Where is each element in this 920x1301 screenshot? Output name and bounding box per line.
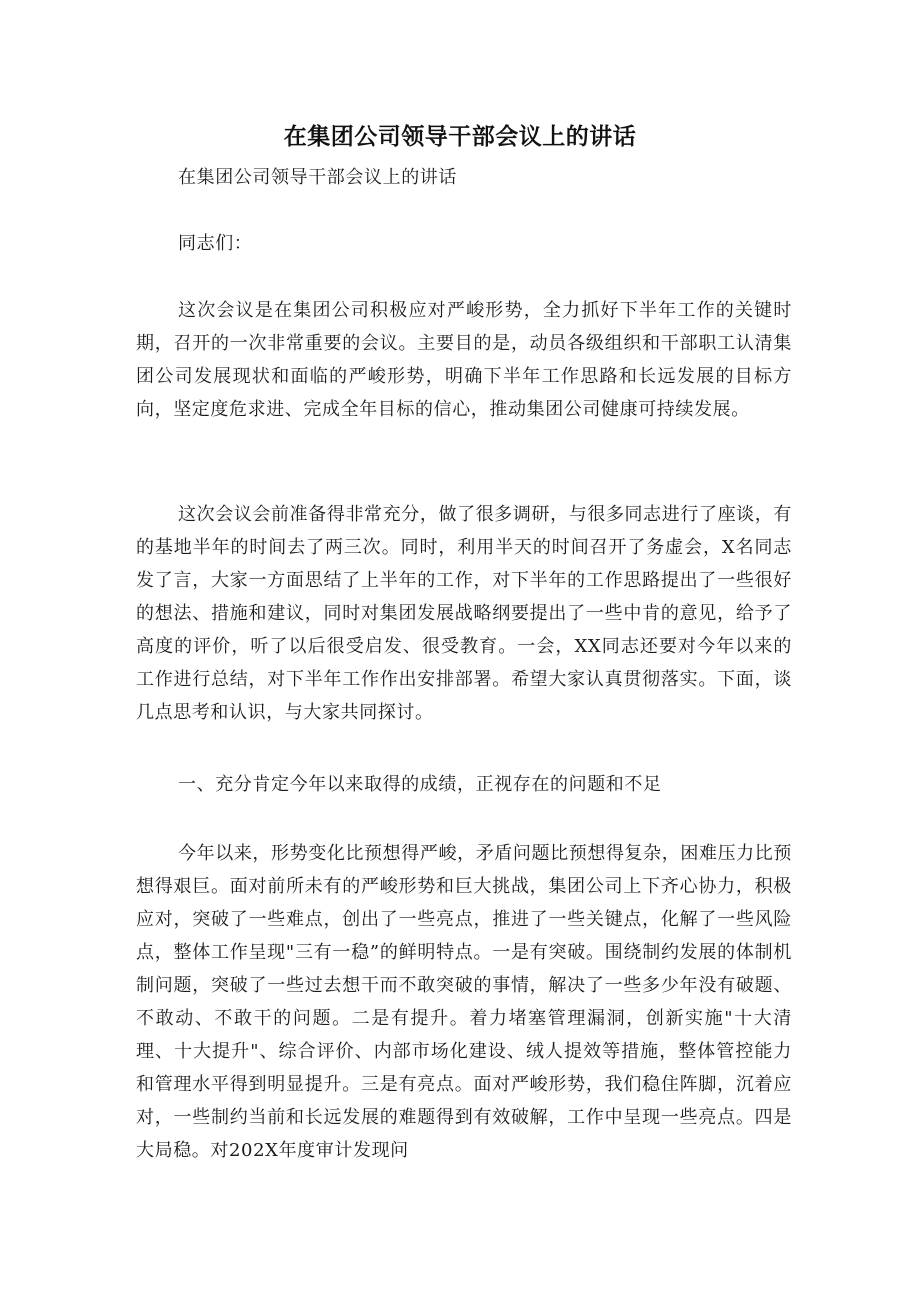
paragraph-1: 这次会议是在集团公司积极应对严峻形势，全力抓好下半年工作的关键时期，召开的一次非常重要的会议。主要目的是，动员各级组织和干部职工认清集团公司发展现状和面临的严峻形势，明确下半年工作思路和长远发展的目标方向，坚定度危求进、完成全年目标的信心，推动集团公司健康可持续发展。 — [136, 300, 792, 420]
section-paragraph: 今年以来，形势变化比预想得严峻，矛盾问题比预想得复杂，困难压力比预想得艰巨。面对前所未有的严峻形势和巨大挑战，集团公司上下齐心协力，积极应对，突破了一些难点，创出了一些亮点，推进了一些关键点，化解了一些风险点，整体工作呈现"三有一稳”的鲜明特点。一是有突破。围绕制约发展的体制机制问题，突破了一些过去想干而不敢突破的事情，解决了一些多少年没有破题、不敢动、不敢干的问题。二是有提升。着力堵塞管理漏洞，创新实施"十大清理、十大提升"、综合评价、内部市场化建设、绒人提效等措施，整体管控能力和管理水平得到明显提升。三是有亮点。面对严峻形势，我们稳住阵脚，沉着应对，一些制约当前和长远发展的难题得到有效破解，工作中呈现一些亮点。四是大局稳。对202X年度审计发现问 — [136, 843, 792, 1161]
document-title: 在集团公司领导干部会议上的讲话 — [283, 124, 637, 150]
section-heading: 一、充分肯定今年以来取得的成绩，正视存在的问题和不足 — [178, 774, 662, 795]
salutation: 同志们： — [178, 233, 253, 254]
paragraph-2: 这次会议会前准备得非常充分，做了很多调研，与很多同志进行了座谈，有的基地半年的时间去了两三次。同时，利用半天的时间召开了务虚会，X名同志发了言，大家一方面思结了上半年的工作，对下半年的工作思路提出了一些很好的想法、措施和建议，同时对集团发展战略纲要提出了一些中肯的意见，给予了高度的评价，听了以后很受启发、很受教育。一会，XX同志还要对今年以来的工作进行总结，对下半年工作作出安排部署。希望大家认真贯彻落实。下面，谈几点思考和认识，与大家共同探讨。 — [136, 504, 792, 723]
document-subtitle: 在集团公司领导干部会议上的讲话 — [178, 167, 457, 188]
